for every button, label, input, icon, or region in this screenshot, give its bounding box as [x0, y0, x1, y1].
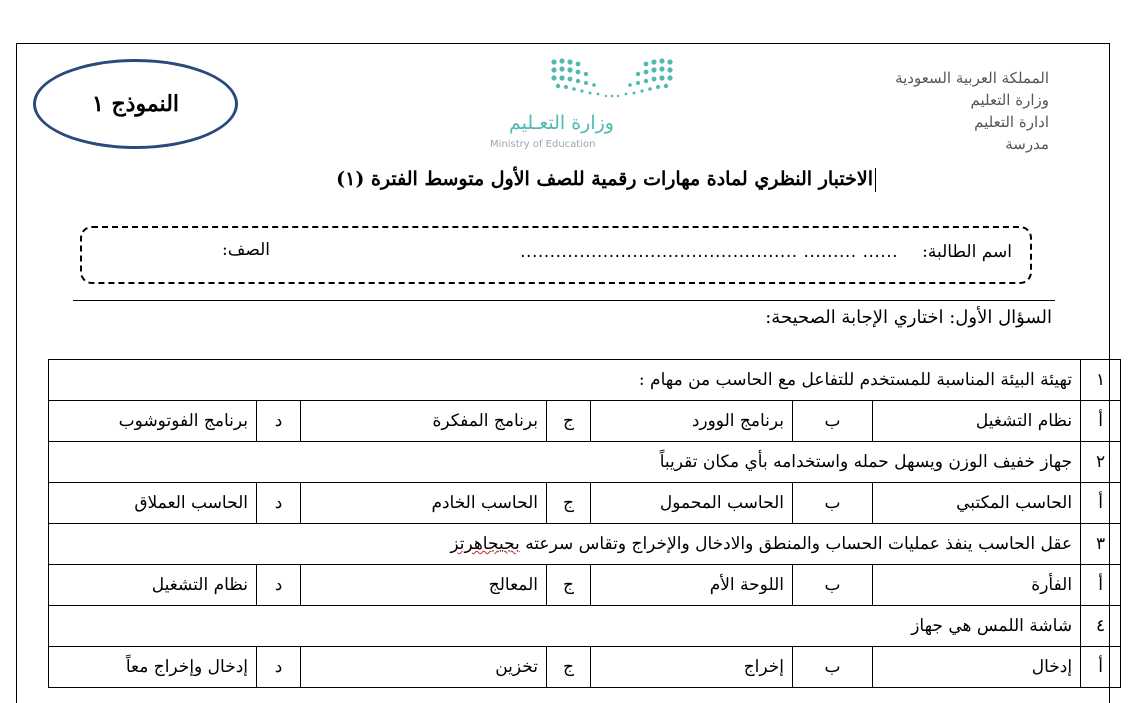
option-text[interactable]: إدخال [873, 647, 1081, 688]
option-text[interactable]: الحاسب الخادم [301, 483, 547, 524]
model-badge-label: النموذج ١ [91, 91, 180, 117]
option-letter: ب [793, 483, 873, 524]
student-name-dots: ............................................... ......... ...... [520, 242, 898, 262]
question-row [49, 606, 1121, 647]
option-letter: أ [1081, 565, 1121, 606]
model-badge [33, 59, 238, 149]
options-row [49, 401, 1121, 442]
option-text[interactable]: الفأرة [873, 565, 1081, 606]
option-letter: أ [1081, 401, 1121, 442]
exam-title-text: الاختبار النظري لمادة مهارات رقمية للصف الأول متوسط الفترة (١) [336, 168, 873, 190]
header-line-administration: ادارة التعليم [974, 113, 1049, 131]
question-text: شاشة اللمس هي جهاز [49, 606, 1081, 647]
option-text[interactable]: المعالج [301, 565, 547, 606]
question-row [49, 442, 1121, 483]
option-letter: ج [547, 647, 591, 688]
question-heading: السؤال الأول: اختاري الإجابة الصحيحة: [765, 307, 1052, 328]
option-text[interactable]: تخزين [301, 647, 547, 688]
option-letter: د [257, 401, 301, 442]
question-text: جهاز خفيف الوزن ويسهل حمله واستخدامه بأي مكان تقريباً [49, 442, 1081, 483]
question-number: ١ [1081, 360, 1121, 401]
moe-dots-logo-icon [488, 56, 678, 106]
option-letter: ب [793, 565, 873, 606]
options-row [49, 483, 1121, 524]
question-text: تهيئة البيئة المناسبة للمستخدم للتفاعل مع الحاسب من مهام : [49, 360, 1081, 401]
header-line-ministry: وزارة التعليم [970, 91, 1049, 109]
option-text[interactable]: إخراج [591, 647, 793, 688]
options-row [49, 565, 1121, 606]
class-label: الصف: [222, 240, 270, 260]
text-cursor [875, 168, 876, 192]
option-text[interactable]: نظام التشغيل [49, 565, 257, 606]
option-text[interactable]: الحاسب العملاق [49, 483, 257, 524]
header-line-school: مدرسة [1005, 135, 1049, 153]
questions-table [48, 359, 1121, 688]
exam-title [200, 168, 876, 192]
ministry-name-ar: وزارة التعـليم [508, 112, 614, 134]
ministry-name-en: Ministry of Education [490, 139, 596, 150]
question-row [49, 524, 1121, 565]
school-header [789, 67, 1049, 155]
option-text[interactable]: برنامج الوورد [591, 401, 793, 442]
question-number: ٤ [1081, 606, 1121, 647]
option-text[interactable]: نظام التشغيل [873, 401, 1081, 442]
header-line-kingdom: المملكة العربية السعودية [895, 69, 1049, 87]
options-row [49, 647, 1121, 688]
option-text[interactable]: اللوحة الأم [591, 565, 793, 606]
option-letter: د [257, 565, 301, 606]
option-text[interactable]: برنامج الفوتوشوب [49, 401, 257, 442]
option-letter: د [257, 483, 301, 524]
option-letter: أ [1081, 483, 1121, 524]
option-text[interactable]: الحاسب المحمول [591, 483, 793, 524]
misspelled-word[interactable]: بجيجاهرتز [450, 534, 520, 554]
question-row [49, 360, 1121, 401]
option-letter: ب [793, 647, 873, 688]
option-letter: ج [547, 401, 591, 442]
student-info-box [80, 226, 1032, 284]
question-text-main: عقل الحاسب ينفذ عمليات الحساب والمنطق والادخال والإخراج وتقاس سرعته [525, 534, 1073, 554]
option-letter: ب [793, 401, 873, 442]
option-text[interactable]: الحاسب المكتبي [873, 483, 1081, 524]
option-letter: ج [547, 483, 591, 524]
option-letter: ج [547, 565, 591, 606]
option-letter: د [257, 647, 301, 688]
option-text[interactable]: إدخال وإخراج معاً [49, 647, 257, 688]
divider-line [73, 300, 1055, 301]
question-number: ٢ [1081, 442, 1121, 483]
option-text[interactable]: برنامج المفكرة [301, 401, 547, 442]
option-letter: أ [1081, 647, 1121, 688]
question-text [49, 524, 1081, 565]
question-number: ٣ [1081, 524, 1121, 565]
ministry-logo [488, 56, 678, 154]
student-name-label: اسم الطالبة: [922, 242, 1012, 262]
